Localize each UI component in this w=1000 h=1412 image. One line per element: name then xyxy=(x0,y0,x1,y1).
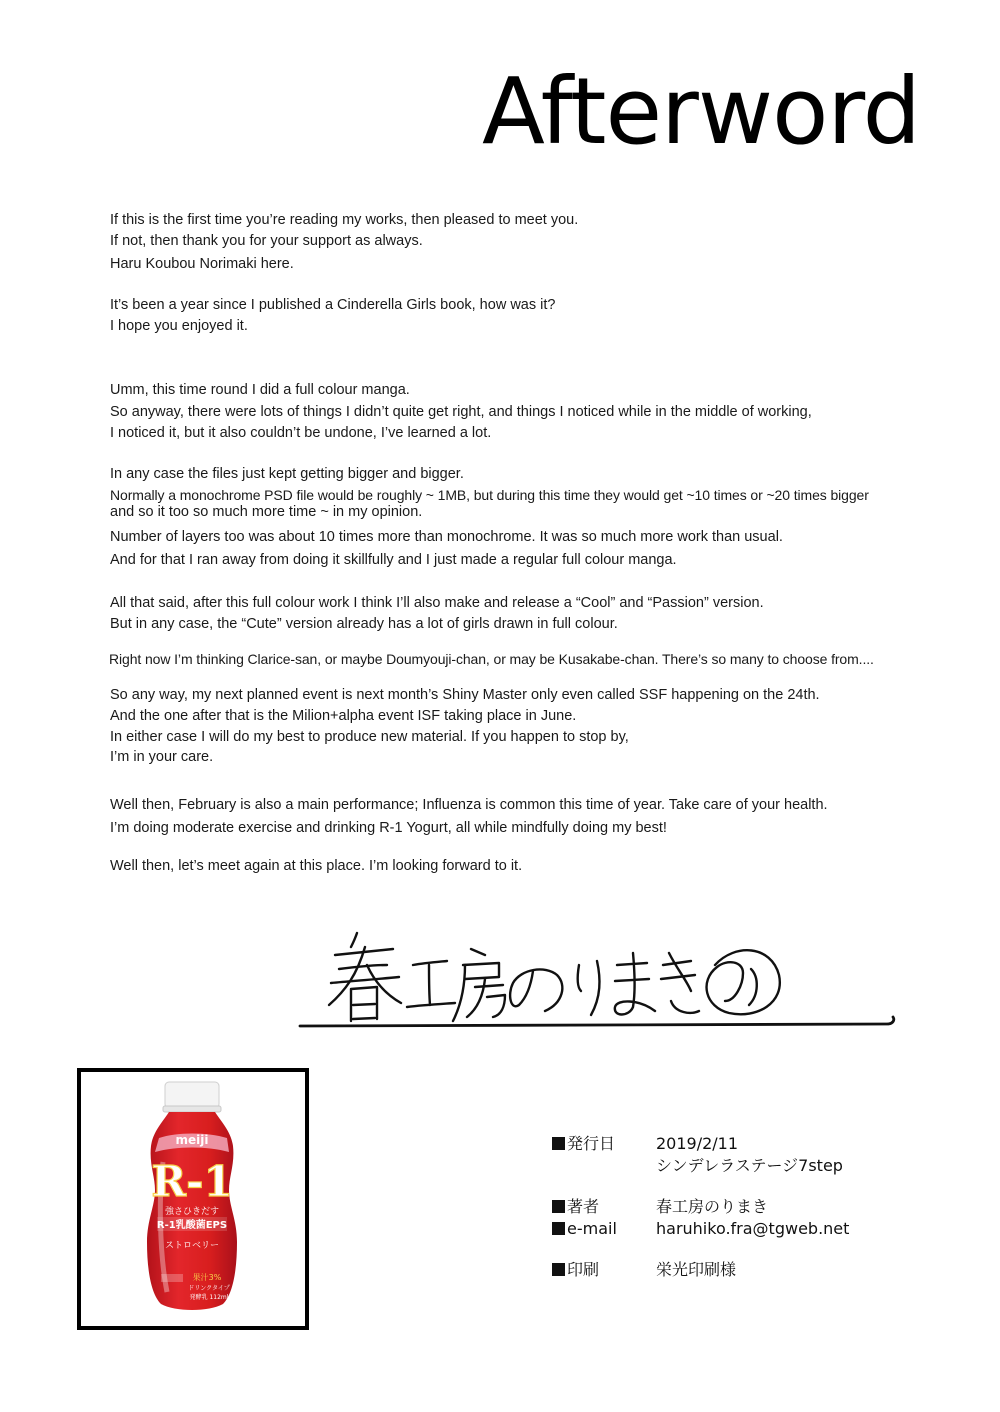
body-line: Number of layers too was about 10 times more than monochrome. It was so much more work than usual. xyxy=(110,529,783,545)
body-line: I noticed it, but it also couldn’t be undone, I’ve learned a lot. xyxy=(110,425,492,441)
colophon-label-email: e-mail xyxy=(552,1218,617,1240)
body-line: It’s been a year since I published a Cinderella Girls book, how was it? xyxy=(110,297,556,313)
body-line: Normally a monochrome PSD file would be roughly ~ 1MB, but during this time they would get ~10 times or ~20 times bigger xyxy=(110,487,869,503)
brand-text: meiji xyxy=(175,1133,209,1147)
product-image-frame xyxy=(77,1068,309,1330)
body-line: And for that I ran away from doing it skillfully and I just made a regular full colour manga. xyxy=(110,552,677,568)
colophon-label-author: 著者 xyxy=(552,1196,599,1218)
juice-text: 果汁3% xyxy=(192,1273,222,1282)
colophon-value-printer: 栄光印刷様 xyxy=(656,1260,737,1279)
volume-text: 発酵乳 112ml xyxy=(189,1294,229,1301)
body-line: Umm, this time round I did a full colour manga. xyxy=(110,382,410,398)
body-line: Haru Koubou Norimaki here. xyxy=(110,256,294,272)
body-line: So anyway, there were lots of things I didn’t quite get right, and things I noticed while in the middle of working, xyxy=(110,404,812,420)
body-line: I’m in your care. xyxy=(110,749,214,765)
handwritten-signature xyxy=(295,925,905,1035)
colophon-value-date: 2019/2/11 xyxy=(656,1134,739,1153)
body-line: If not, then thank you for your support as always. xyxy=(110,233,423,249)
flavor-text: ストロベリー xyxy=(164,1241,220,1251)
product-name-text: R-1 xyxy=(151,1157,233,1206)
body-line: But in any case, the “Cute” version already has a lot of girls drawn in full colour. xyxy=(110,616,618,632)
eps-text: R-1乳酸菌EPS xyxy=(156,1220,228,1231)
body-line: I’m doing moderate exercise and drinking R-1 Yogurt, all while mindfully doing my best! xyxy=(110,820,667,836)
colophon-value-event: シンデレラステージ7step xyxy=(656,1156,843,1175)
body-line: and so it too so much more time ~ in my opinion. xyxy=(110,504,423,520)
body-line: In either case I will do my best to produce new material. If you happen to stop by, xyxy=(110,729,629,745)
body-line: Well then, let’s meet again at this place. I’m looking forward to it. xyxy=(110,858,523,874)
colophon-value-email: haruhiko.fra@tgweb.net xyxy=(656,1219,850,1238)
body-line: If this is the first time you’re reading my works, then pleased to meet you. xyxy=(110,212,579,228)
colophon-value-author: 春工房のりまき xyxy=(656,1197,769,1216)
page-title: Afterword xyxy=(481,58,920,165)
tagline-text: 強さひきだす xyxy=(164,1207,220,1217)
colophon-label-date: 発行日 xyxy=(552,1133,615,1155)
body-line: And the one after that is the Milion+alpha event ISF taking place in June. xyxy=(110,708,577,724)
body-line: Right now I’m thinking Clarice-san, or maybe Doumyouji-chan, or may be Kusakabe-chan. There’s so many to choose from.... xyxy=(109,651,874,667)
body-line: I hope you enjoyed it. xyxy=(110,318,248,334)
body-line: All that said, after this full colour work I think I’ll also make and release a “Cool” and “Passion” version. xyxy=(110,595,764,611)
body-line: In any case the files just kept getting bigger and bigger. xyxy=(110,466,464,482)
drink-type-text: ドリンクタイプ xyxy=(188,1285,230,1292)
body-line: Well then, February is also a main performance; Influenza is common this time of year. Take care of your health. xyxy=(110,797,828,813)
colophon-label-printer: 印刷 xyxy=(552,1259,599,1281)
yogurt-bottle-image xyxy=(81,1072,305,1326)
body-line: So any way, my next planned event is next month’s Shiny Master only even called SSF happening on the 24th. xyxy=(110,687,820,703)
